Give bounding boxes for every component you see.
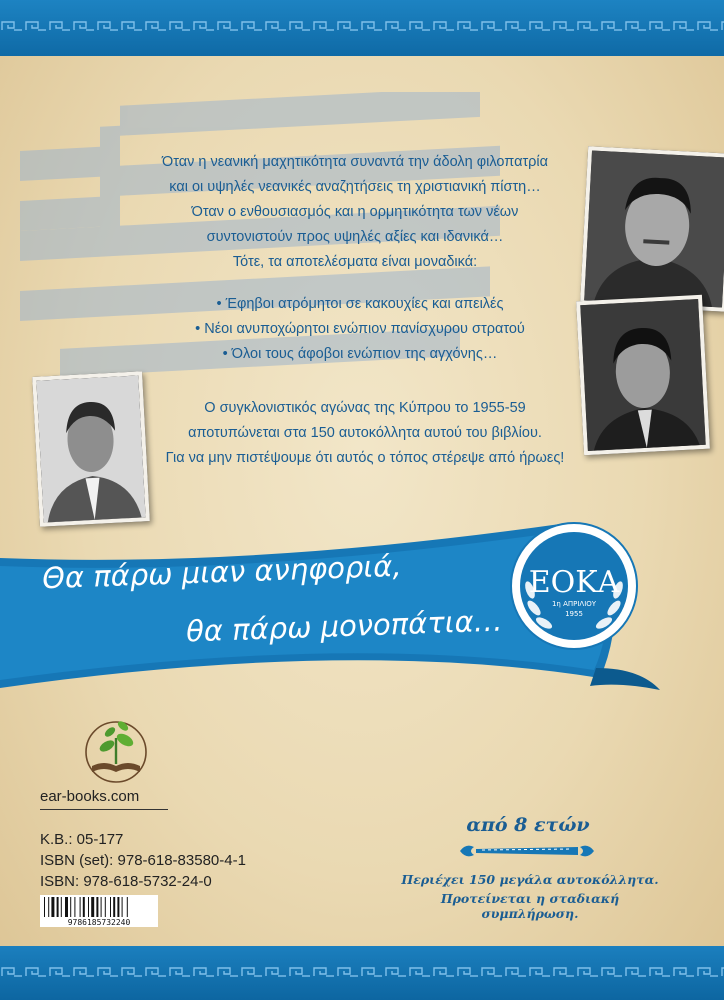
- top-band-pattern: [0, 20, 724, 32]
- bullet-list: [190, 292, 530, 367]
- slogan-line-2: θα πάρω μονοπάτια…: [185, 603, 504, 649]
- kb-code: K.B.: 05-177: [40, 831, 124, 848]
- eoka-emblem-year: 1955: [565, 610, 583, 618]
- top-band: [0, 0, 724, 56]
- isbn: ISBN: 978-618-5732-24-0: [40, 873, 212, 890]
- portrait-image: [584, 150, 724, 307]
- intro-line: συντονιστούν προς υψηλές αξίες και ιδανικά…: [206, 229, 504, 245]
- bullet-item: • Όλοι τους άφοβοι ενώπιον της αγχόνης…: [222, 346, 498, 362]
- bullet-item: • Έφηβοι ατρόμητοι σε κακουχίες και απειλές: [216, 296, 504, 312]
- isbn-set: ISBN (set): 978-618-83580-4-1: [40, 852, 246, 869]
- intro-line: Όταν η νεανική μαχητικότητα συναντά την άδολη φιλοπατρία: [161, 154, 549, 170]
- closing-paragraph: [150, 396, 580, 471]
- portrait-photo-middle-right: [576, 295, 710, 455]
- portrait-photo-top-right: [580, 146, 724, 311]
- note-line-2: Προτείνεται η σταδιακή συμπλήρωση.: [440, 891, 620, 921]
- closing-line: αποτυπώνεται στα 150 αυτοκόλλητα αυτού του βιβλίου.: [188, 425, 542, 441]
- publisher-website: ear-books.com: [40, 788, 140, 805]
- intro-line: Τότε, τα αποτελέσματα είναι μοναδικά:: [232, 254, 478, 270]
- portrait-image: [580, 299, 705, 451]
- bottom-band-pattern: [0, 966, 724, 978]
- age-label: από 8 ετών: [466, 814, 590, 836]
- bullet-item: • Νέοι ανυποχώρητοι ενώπιον πανίσχυρου στρατού: [195, 321, 525, 337]
- bottom-band: [0, 946, 724, 1000]
- ear-books-logo-icon: [76, 712, 156, 784]
- eoka-emblem-name: ΕΟΚΑ: [528, 565, 620, 600]
- portrait-image: [36, 375, 145, 522]
- closing-line: Για να μην πιστέψουμε ότι αυτός ο τόπος στέρεψε από ήρωες!: [165, 450, 565, 466]
- eoka-emblem-date: 1η ΑΠΡΙΛΙΟΥ: [551, 600, 597, 608]
- barcode-number: 9786185732240: [67, 918, 131, 927]
- ornamental-divider-icon: [452, 838, 602, 864]
- closing-line: Ο συγκλονιστικός αγώνας της Κύπρου το 1955-59: [204, 400, 526, 416]
- website-underline: [40, 809, 168, 810]
- intro-line: και οι υψηλές νεανικές αναζητήσεις τη χριστιανική πίστη…: [169, 179, 541, 195]
- intro-line: Όταν ο ενθουσιασμός και η ορμητικότητα των νέων: [191, 204, 519, 220]
- slogan-line-1: Θα πάρω μιαν ανηφοριά,: [41, 548, 403, 596]
- intro-paragraph: [120, 150, 590, 275]
- note-line-1: Περιέχει 150 μεγάλα αυτοκόλλητα.: [401, 872, 659, 887]
- eoka-emblem: [508, 520, 640, 652]
- portrait-photo-left: [32, 371, 150, 527]
